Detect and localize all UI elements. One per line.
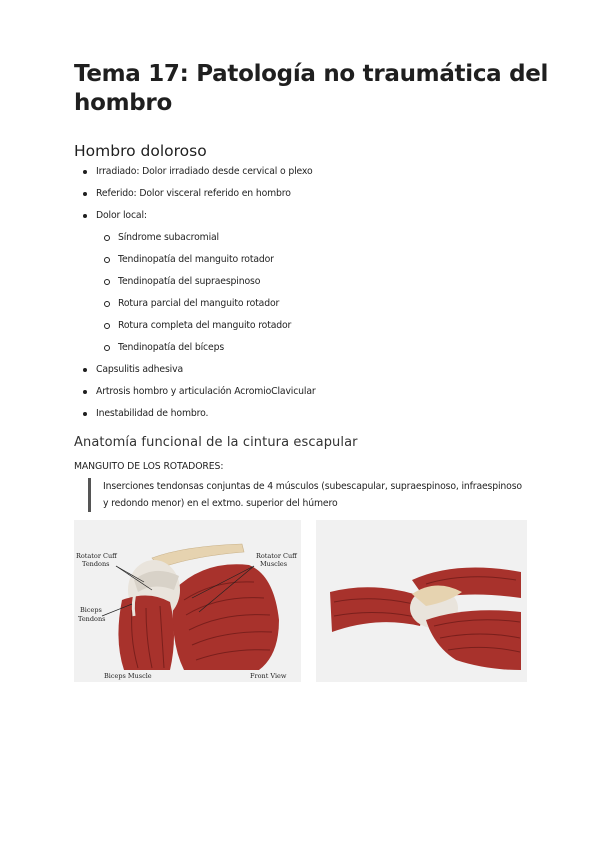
label-rotator-cuff-muscles-2: Muscles bbox=[260, 560, 288, 568]
label-rotator-cuff-tendons: Rotator Cuff bbox=[76, 552, 117, 560]
page-title: Tema 17: Patología no traumática del hombro bbox=[74, 61, 549, 116]
label-biceps-tendons-2: Tendons bbox=[78, 615, 106, 623]
label-front-view: Front View bbox=[250, 672, 287, 680]
label-rotator-cuff-muscles: Rotator Cuff bbox=[256, 552, 297, 560]
sub-list-item: Tendinopatía del manguito rotador bbox=[74, 254, 534, 276]
label-biceps-tendons: Biceps bbox=[80, 606, 102, 614]
sub-list-item: Rotura completa del manguito rotador bbox=[74, 320, 534, 342]
section-heading: Hombro doloroso bbox=[74, 142, 207, 160]
list-item: Dolor local: bbox=[74, 210, 534, 232]
label-rotator-cuff-tendons-2: Tendons bbox=[82, 560, 110, 568]
label-biceps-muscle: Biceps Muscle bbox=[104, 672, 152, 680]
shoulder-front-view-image bbox=[74, 520, 301, 682]
sub-list-item: Síndrome subacromial bbox=[74, 232, 534, 254]
sub-list-item: Tendinopatía del bíceps bbox=[74, 342, 534, 364]
list-item: Capsulitis adhesiva bbox=[74, 364, 534, 386]
sub-list-item: Rotura parcial del manguito rotador bbox=[74, 298, 534, 320]
sub-list-item: Tendinopatía del supraespinoso bbox=[74, 276, 534, 298]
rotator-cuff-image bbox=[316, 520, 527, 682]
bullet-list bbox=[74, 166, 534, 430]
list-item: Referido: Dolor visceral referido en hombro bbox=[74, 188, 534, 210]
blockquote: Inserciones tendonsas conjuntas de 4 músculos (subescapular, supraespinoso, infraespinoso y redondo menor) en el extmo. superior del húmero bbox=[88, 478, 523, 512]
rotator-cuff-illustration bbox=[316, 520, 527, 682]
caps-label: MANGUITO DE LOS ROTADORES: bbox=[74, 461, 224, 472]
shoulder-anatomy-illustration bbox=[74, 520, 301, 682]
list-item: Artrosis hombro y articulación AcromioClavicular bbox=[74, 386, 534, 408]
list-item: Inestabilidad de hombro. bbox=[74, 408, 534, 430]
subsection-heading: Anatomía funcional de la cintura escapular bbox=[74, 435, 358, 450]
list-item: Irradiado: Dolor irradiado desde cervical o plexo bbox=[74, 166, 534, 188]
